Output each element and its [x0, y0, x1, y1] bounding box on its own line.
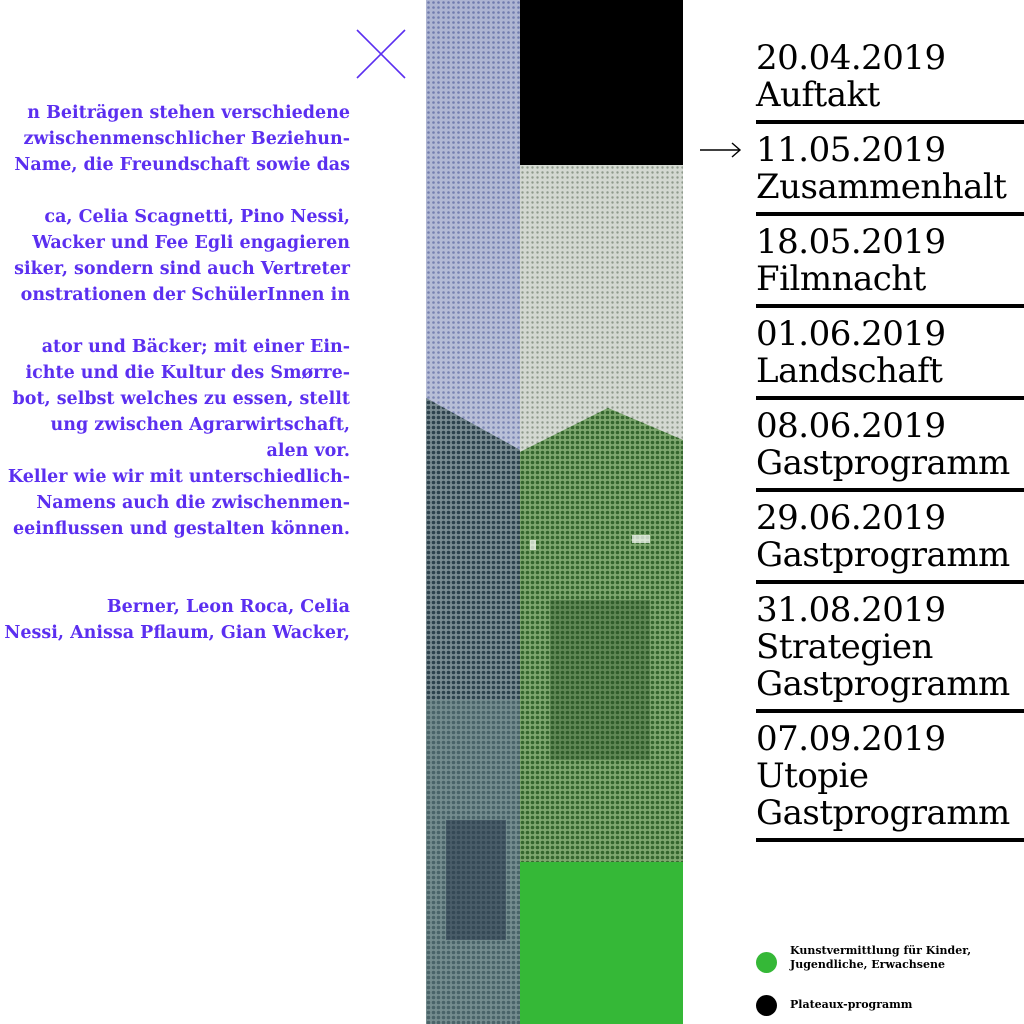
event-title: Landschaft [756, 351, 943, 391]
event-subtitle: Gastprogramm [756, 664, 1010, 704]
event-subtitle: Gastprogramm [756, 793, 1010, 833]
event-item[interactable] [756, 132, 1024, 216]
event-item[interactable] [756, 316, 1024, 400]
intro-paragraph-1 [0, 100, 350, 178]
event-title: Gastprogramm [756, 535, 1010, 575]
photo-strip-left [426, 0, 520, 1024]
event-date: 07.09.2019 [756, 719, 946, 759]
text-line: Wacker und Fee Egli engagieren [32, 233, 350, 253]
legend-item-kunstvermittlung [756, 944, 1024, 972]
text-line: zwischenmenschlicher Beziehun- [23, 129, 350, 149]
text-line: ichte und die Kultur des Smørre- [25, 363, 350, 383]
close-icon [355, 28, 407, 80]
event-date: 29.06.2019 [756, 498, 946, 538]
event-title: Filmnacht [756, 259, 926, 299]
text-line: ator und Bäcker; mit einer Ein- [41, 337, 350, 357]
event-date: 20.04.2019 [756, 38, 946, 78]
event-date: 31.08.2019 [756, 590, 946, 630]
event-item[interactable] [756, 224, 1024, 308]
text-line: n Beiträgen stehen verschiedene [27, 103, 350, 123]
close-button[interactable] [355, 28, 407, 80]
event-schedule [756, 40, 1024, 850]
text-line: Namens auch die zwischenmen- [36, 493, 350, 513]
arrow-right-icon [700, 140, 742, 160]
text-line: eeinflussen und gestalten können. [12, 519, 350, 539]
event-item[interactable] [756, 721, 1024, 842]
current-event-indicator [700, 140, 742, 160]
event-item[interactable] [756, 40, 1024, 124]
event-title: Strategien [756, 627, 933, 667]
legend-label: Plateaux-programm [790, 998, 913, 1011]
intro-paragraph-3 [0, 334, 350, 542]
event-date: 11.05.2019 [756, 130, 946, 170]
green-block [520, 862, 683, 1024]
intro-paragraph-4 [0, 594, 350, 646]
text-line: onstrationen der SchülerInnen in [20, 285, 350, 305]
green-dot-icon [756, 952, 777, 973]
event-title: Zusammenhalt [756, 167, 1007, 207]
text-line: Name, die Freundschaft sowie das [14, 155, 350, 175]
text-line: bot, selbst welches zu essen, stellt [12, 389, 350, 409]
black-block [520, 0, 683, 165]
event-title: Gastprogramm [756, 443, 1010, 483]
text-line: Keller wie wir mit unterschiedlich- [7, 467, 350, 487]
text-line: Nessi, Anissa Pflaum, Gian Wacker, [4, 623, 350, 643]
text-line: ca, Celia Scagnetti, Pino Nessi, [44, 207, 350, 227]
event-item[interactable] [756, 408, 1024, 492]
legend [756, 940, 1024, 1012]
event-title: Auftakt [756, 75, 880, 115]
legend-item-plateaux [756, 998, 1024, 1012]
text-line: ung zwischen Agrarwirtschaft, [50, 415, 350, 435]
intro-paragraph-2 [0, 204, 350, 308]
event-date: 18.05.2019 [756, 222, 946, 262]
event-item[interactable] [756, 500, 1024, 584]
event-title: Utopie [756, 756, 869, 796]
event-item[interactable] [756, 592, 1024, 713]
text-line: Berner, Leon Roca, Celia [106, 597, 350, 617]
event-date: 01.06.2019 [756, 314, 946, 354]
black-dot-icon [756, 995, 777, 1016]
text-line: alen vor. [266, 441, 350, 461]
event-date: 08.06.2019 [756, 406, 946, 446]
intro-text [0, 100, 350, 672]
text-line: siker, sondern sind auch Vertreter [14, 259, 350, 279]
legend-label: Kunstvermittlung für Kinder, Jugendliche, Erwachsene [790, 944, 972, 971]
